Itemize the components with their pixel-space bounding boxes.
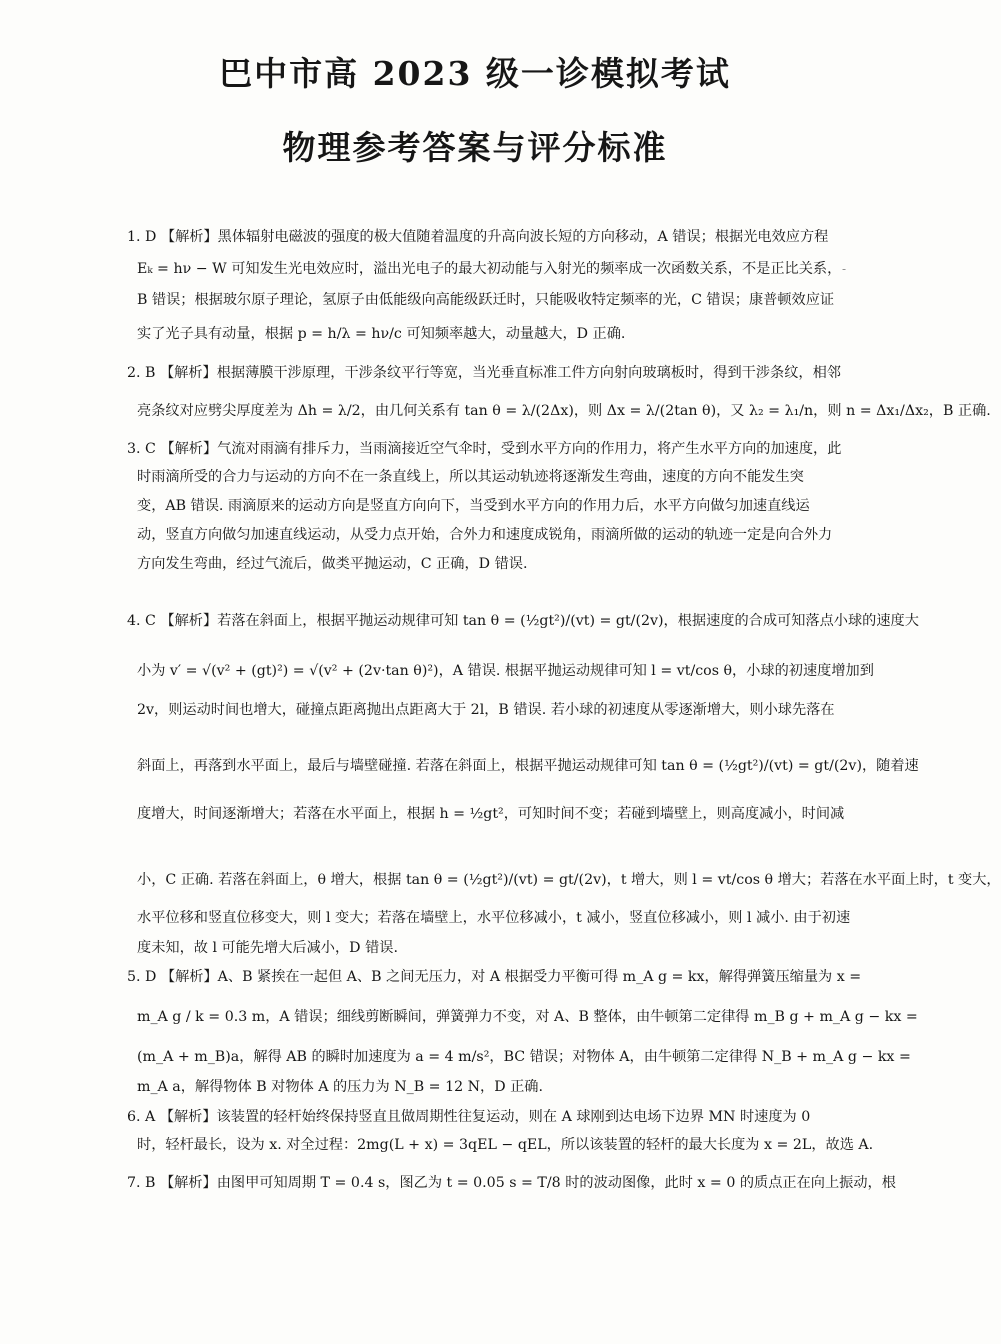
answer-3-line-4: 动，竖直方向做匀加速直线运动，从受力点开始，合外力和速度成锐角，雨滴所做的运动的轨迹一定是向合外力 — [137, 527, 833, 543]
answer-5-line-1: 5. D 【解析】A、B 紧挨在一起但 A、B 之间无压力，对 A 根据受力平衡可得 m_A g = kx，解得弹簧压缩量为 x = — [127, 969, 862, 985]
answer-5-line-2: m_A g / k = 0.3 m，A 错误；细线剪断瞬间，弹簧弹力不变，对 A、B 整体，由牛顿第二定律得 m_B g + m_A g − kx = — [137, 1009, 918, 1025]
margin-mark: - — [842, 262, 847, 276]
answer-1-line-3: B 错误；根据玻尔原子理论，氢原子由低能级向高能级跃迁时，只能吸收特定频率的光，C 错误；康普顿效应证 — [137, 292, 835, 308]
answer-1-line-1: 1. D 【解析】黑体辐射电磁波的强度的极大值随着温度的升高向波长短的方向移动，A 错误；根据光电效应方程 — [127, 229, 829, 245]
answer-1-line-2: Eₖ = hν − W 可知发生光电效应时，溢出光电子的最大初动能与入射光的频率成一次函数关系，不是正比关系， — [137, 261, 842, 277]
answer-4-line-5: 度增大，时间逐渐增大；若落在水平面上，根据 h = ½gt²，可知时间不变；若碰到墙壁上，则高度减小，时间减 — [137, 806, 845, 822]
answer-3-line-1: 3. C 【解析】气流对雨滴有排斥力，当雨滴接近空气伞时，受到水平方向的作用力，将产生水平方向的加速度，此 — [127, 441, 842, 457]
answer-7-line-1: 7. B 【解析】由图甲可知周期 T = 0.4 s，图乙为 t = 0.05 s = T/8 时的波动图像，此时 x = 0 的质点正在向上振动，根 — [127, 1175, 896, 1191]
answer-3-line-3: 变，AB 错误. 雨滴原来的运动方向是竖直方向向下，当受到水平方向的作用力后，水平方向做匀加速直线运 — [137, 498, 810, 514]
answer-4-line-2: 小为 v′ = √(v² + (gt)²) = √(v² + (2v·tan θ)²)，A 错误. 根据平抛运动规律可知 l = vt/cos θ，小球的初速度增加到 — [137, 663, 874, 679]
answer-1-line-4: 实了光子具有动量，根据 p = h/λ = hν/c 可知频率越大，动量越大，D 正确. — [137, 326, 626, 342]
answer-4-line-8: 度未知，故 l 可能先增大后减小，D 错误. — [137, 940, 398, 956]
answer-3-line-2: 时雨滴所受的合力与运动的方向不在一条直线上，所以其运动轨迹将逐渐发生弯曲，速度的方向不能发生突 — [137, 469, 804, 485]
answer-5-line-4: m_A a，解得物体 B 对物体 A 的压力为 N_B = 12 N，D 正确. — [137, 1079, 544, 1095]
answer-4-line-6: 小，C 正确. 若落在斜面上，θ 增大，根据 tan θ = (½gt²)/(vt) = gt/(2v)，t 增大，则 l = vt/cos θ 增大；若落在水平面上时，t 变大， — [137, 872, 1001, 888]
answer-5-line-3: (m_A + m_B)a，解得 AB 的瞬时加速度为 a = 4 m/s²，BC 错误；对物体 A，由牛顿第二定律得 N_B + m_A g − kx = — [137, 1049, 911, 1065]
answer-4-line-3: 2v，则运动时间也增大，碰撞点距离抛出点距离大于 2l，B 错误. 若小球的初速度从零逐渐增大，则小球先落在 — [137, 702, 835, 718]
answer-4-line-1: 4. C 【解析】若落在斜面上，根据平抛运动规律可知 tan θ = (½gt²)/(vt) = gt/(2v)，根据速度的合成可知落点小球的速度大 — [127, 613, 919, 629]
answer-2-line-1: 2. B 【解析】根据薄膜干涉原理，干涉条纹平行等宽，当光垂直标准工件方向射向玻璃板时，得到干涉条纹，相邻 — [127, 365, 841, 381]
exam-subtitle: 物理参考答案与评分标准 — [282, 128, 668, 167]
answer-6-line-2: 时，轻杆最长，设为 x. 对全过程：2mg(L + x) = 3qEL − qEL，所以该装置的轻杆的最大长度为 x = 2L，故选 A. — [137, 1137, 874, 1153]
answer-4-line-7: 水平位移和竖直位移变大，则 l 变大；若落在墙壁上，水平位移减小，t 减小，竖直位移减小，则 l 减小. 由于初速 — [137, 910, 851, 926]
exam-title: 巴中市高 2023 级一诊模拟考试 — [219, 54, 731, 93]
answer-2-line-2: 亮条纹对应劈尖厚度差为 Δh = λ/2，由几何关系有 tan θ = λ/(2Δx)，则 Δx = λ/(2tan θ)，又 λ₂ = λ₁/n，则 n = Δx₁/Δx₂，B 正确. — [137, 403, 991, 419]
answer-3-line-5: 方向发生弯曲，经过气流后，做类平抛运动，C 正确，D 错误. — [137, 556, 528, 572]
answer-6-line-1: 6. A 【解析】该装置的轻杆始终保持竖直且做周期性往复运动，则在 A 球刚到达电场下边界 MN 时速度为 0 — [127, 1109, 811, 1125]
answer-4-line-4: 斜面上，再落到水平面上，最后与墙壁碰撞. 若落在斜面上，根据平抛运动规律可知 tan θ = (½gt²)/(vt) = gt/(2v)，随着速 — [137, 758, 919, 774]
